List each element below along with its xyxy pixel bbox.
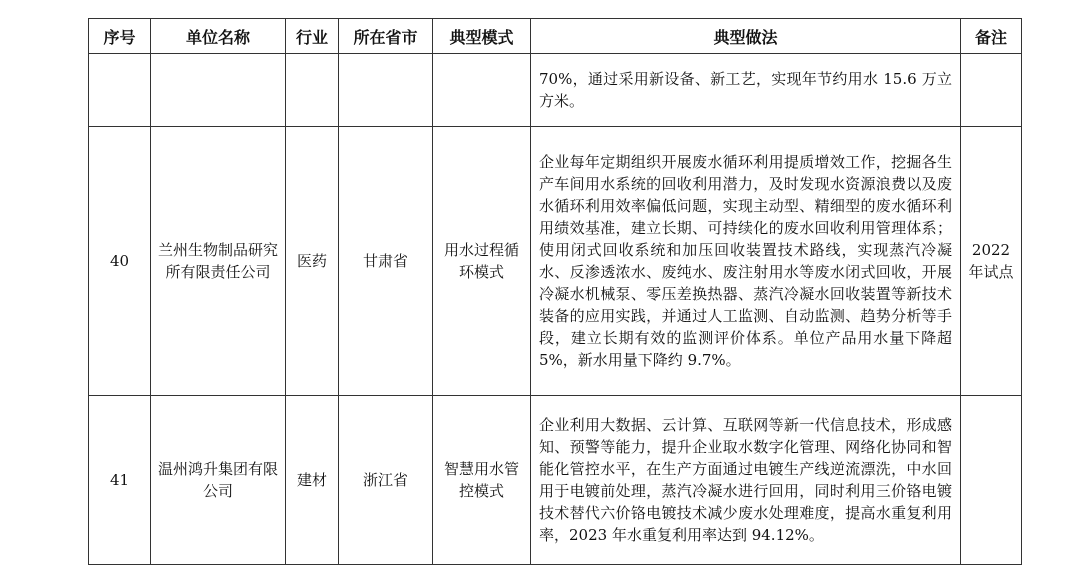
- cell-province: 甘肃省: [339, 127, 433, 396]
- cell-remark: [961, 396, 1022, 565]
- table-row: [89, 396, 1022, 565]
- cell-province: [339, 54, 433, 127]
- cell-unit: 温州鸿升集团有限公司: [151, 396, 286, 565]
- table-row: [89, 54, 1022, 127]
- cell-industry: [286, 54, 339, 127]
- header-no: 序号: [89, 19, 151, 54]
- cell-practice: 企业每年定期组织开展废水循环利用提质增效工作，挖掘各生产车间用水系统的回收利用潜力，及时发现水资源浪费以及废水循环利用效率偏低问题，实现主动型、精细型的废水循环利用绩效基准，建立长期、可持续化的废水回收利用管理体系；使用闭式回收系统和加压回收装置技术路线，实现蒸汽冷凝水、反渗透浓水、废纯水、废注射用水等废水闭式回收，开展冷凝水机械泵、零压差换热器、蒸汽冷凝水回收装置等新技术装备的应用实践，并通过人工监测、自动监测、趋势分析等手段，建立长期有效的监测评价体系。单位产品用水量下降超 5%，新水用量下降约 9.7%。: [531, 127, 961, 396]
- enterprise-water-table: [88, 18, 1022, 565]
- table-header-row: [89, 19, 1022, 54]
- cell-no: [89, 54, 151, 127]
- cell-industry: 建材: [286, 396, 339, 565]
- cell-model: 智慧用水管控模式: [433, 396, 531, 565]
- cell-unit: 兰州生物制品研究所有限责任公司: [151, 127, 286, 396]
- cell-practice: 企业利用大数据、云计算、互联网等新一代信息技术，形成感知、预警等能力，提升企业取水数字化管理、网络化协同和智能化管控水平，在生产方面通过电镀生产线逆流漂洗，中水回用于电镀前处理，蒸汽冷凝水进行回用，同时利用三价铬电镀技术替代六价铬电镀技术减少废水处理难度，提高水重复利用率，2023 年水重复利用率达到 94.12%。: [531, 396, 961, 565]
- header-practice: 典型做法: [531, 19, 961, 54]
- header-model: 典型模式: [433, 19, 531, 54]
- table-row: [89, 127, 1022, 396]
- header-province: 所在省市: [339, 19, 433, 54]
- cell-remark: [961, 54, 1022, 127]
- cell-no: 40: [89, 127, 151, 396]
- cell-model: 用水过程循环模式: [433, 127, 531, 396]
- cell-remark: 2022 年试点: [961, 127, 1022, 396]
- document-page: [88, 18, 1022, 565]
- header-industry: 行业: [286, 19, 339, 54]
- cell-province: 浙江省: [339, 396, 433, 565]
- header-remark: 备注: [961, 19, 1022, 54]
- cell-practice: 70%，通过采用新设备、新工艺，实现年节约用水 15.6 万立方米。: [531, 54, 961, 127]
- cell-no: 41: [89, 396, 151, 565]
- cell-industry: 医药: [286, 127, 339, 396]
- cell-unit: [151, 54, 286, 127]
- header-unit: 单位名称: [151, 19, 286, 54]
- cell-model: [433, 54, 531, 127]
